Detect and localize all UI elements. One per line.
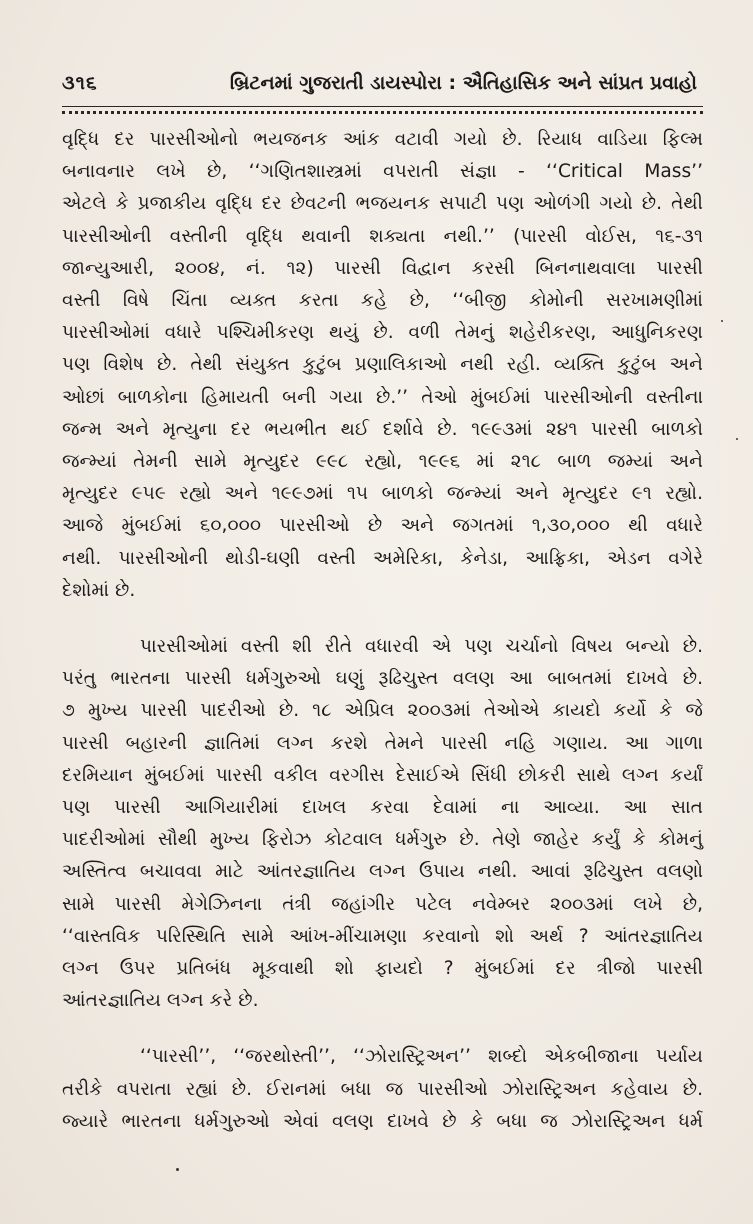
paragraph-2 <box>62 631 703 1017</box>
text-line: મૃત્યુદર ૯૫૯ રહ્યો અને ૧૯૯૭માં ૧૫ બાળકો જન્મ્યાં અને મૃત્યુદર ૯૧ રહ્યો. <box>62 483 703 505</box>
text-line: પરંતુ ભારતના પારસી ધર્મગુરુઓ ઘણું રૂઢિચુસ્ત વલણ આ બાબતમાં દાખવે છે. <box>62 668 703 690</box>
text-line: દરમિયાન મુંબઈમાં પારસી વકીલ વરગીસ દેસાઈએ સિંધી છોકરી સાથે લગ્ન કર્યાં <box>62 764 703 786</box>
page-header <box>62 70 703 96</box>
page-number: ૩૧૬ <box>62 72 98 94</box>
running-title: બ્રિટનમાં ગુજરાતી ડાયસ્પોરા : ઐતિહાસિક અને સાંપ્રત પ્રવાહો <box>229 72 697 94</box>
text-line: જન્મ અને મૃત્યુના દર ભયભીત થઈ દર્શાવે છે. ૧૯૯૩માં ૨૪૧ પારસી બાળકો <box>62 418 703 440</box>
text-line: પારસી બહારની જ્ઞાતિમાં લગ્ન કરશે તેમને પારસી નહિ ગણાય. આ ગાળા <box>62 732 703 754</box>
text-line: જન્મ્યાં તેમની સામે મૃત્યુદર ૯૯૮ રહ્યો, ૧૯૯૬ માં ૨૧૮ બાળ જમ્યાં અને <box>62 451 703 473</box>
text-line: બનાવનાર લખે છે, ‘‘ગણિતશાસ્ત્રમાં વપરાતી સંજ્ઞા - ‘‘Critical Mass’’ <box>62 161 703 183</box>
text-line: લગ્ન ઉપર પ્રતિબંધ મૂકવાથી શો ફાયદો ? મુંબઈમાં દર ત્રીજો પારસી <box>62 958 703 980</box>
text-line: પારસીઓમાં વસ્તી શી રીતે વધારવી એ પણ ચર્ચાનો વિષય બન્યો છે. <box>140 636 703 658</box>
print-speck <box>736 438 738 440</box>
text-line: જાન્યુઆરી, ૨૦૦૪, નં. ૧૨) પારસી વિદ્વાન કરસી બિનનાથવાલા પારસી <box>62 257 703 279</box>
text-line: ૭ મુખ્ય પારસી પાદરીઓ છે. ૧૮ એપ્રિલ ૨૦૦૩માં તેઓએ કાયદો કર્યો કે જે <box>62 700 703 722</box>
body-text <box>62 124 703 1138</box>
text-line: આંતરજ્ઞાતિય લગ્ન કરે છે. <box>62 990 259 1012</box>
print-speck <box>176 1168 179 1171</box>
paragraph-1 <box>62 124 703 607</box>
text-line: વૃદ્ધિ દર પારસીઓનો ભયજનક આંક વટાવી ગયો છે. રિયાધ વાડિયા ફિલ્મ <box>62 129 703 150</box>
print-speck <box>721 320 723 322</box>
text-line: પણ પારસી આગિયારીમાં દાખલ કરવા દેવામાં ના આવ્યા. આ સાત <box>62 797 703 819</box>
text-line: ‘‘પારસી’’, ‘‘જરથોસ્તી’’, ‘‘ઝોરાસ્ટ્રિઅન’’ શબ્દો એકબીજાના પર્યાય <box>140 1046 703 1068</box>
text-line: ઓછાં બાળકોના હિમાયતી બની ગયા છે.’’ તેઓ મુંબઈમાં પારસીઓની વસ્તીના <box>62 386 703 408</box>
text-line: જ્યારે ભારતના ધર્મગુરુઓ એવાં વલણ દાખવે છે કે બધા જ ઝોરાસ્ટ્રિઅન ધર્મ <box>62 1110 703 1132</box>
header-divider <box>62 106 703 114</box>
text-line: અસ્તિત્વ બચાવવા માટે આંતરજ્ઞાતિય લગ્ન ઉપાય નથી. આવાં રૂઢિચુસ્ત વલણો <box>62 861 703 883</box>
text-line: વસ્તી વિષે ચિંતા વ્યક્ત કરતા કહે છે, ‘‘બીજી કોમોની સરખામણીમાં <box>62 290 703 312</box>
text-line: દેશોમાં છે. <box>62 579 136 601</box>
text-line: પણ વિશેષ છે. તેથી સંયુક્ત કુટુંબ પ્રણાલિકાઓ નથી રહી. વ્યક્તિ કુટુંબ અને <box>62 354 703 376</box>
text-line: એટલે કે પ્રજાકીય વૃદ્ધિ દર છેવટની ભજયનક સપાટી પણ ઓળંગી ગયો છે. તેથી <box>62 193 703 215</box>
text-line: આજે મુંબઈમાં ૬૦,૦૦૦ પારસીઓ છે અને જગતમાં ૧,૩૦,૦૦૦ થી વધારે <box>62 515 703 537</box>
text-line: ‘‘વાસ્તવિક પરિસ્થિતિ સામે આંખ-મીંચામણા કરવાનો શો અર્થ ? આંતરજ્ઞાતિય <box>62 925 703 947</box>
text-line: નથી. પારસીઓની થોડી-ઘણી વસ્તી અમેરિકા, કેનેડા, આફ્રિકા, એડન વગેરે <box>62 547 703 569</box>
text-line: પારસીઓની વસ્તીની વૃદ્ધિ થવાની શક્યતા નથી.’’ (પારસી વોઈસ, ૧૬-૩૧ <box>62 225 703 247</box>
text-line: તરીકે વપરાતા રહ્યાં છે. ઈરાનમાં બધા જ પારસીઓ ઝોરાસ્ટ્રિઅન કહેવાય છે. <box>62 1078 703 1100</box>
text-line: પારસીઓમાં વધારે પશ્ચિમીકરણ થયું છે. વળી તેમનું શહેરીકરણ, આધુનિકરણ <box>62 322 703 344</box>
text-line: પાદરીઓમાં સૌથી મુખ્ય ફિરોઝ કોટવાલ ધર્મગુરુ છે. તેણે જાહેર કર્યું કે કોમનું <box>62 829 703 851</box>
paragraph-3 <box>62 1041 703 1138</box>
text-line: સામે પારસી મેગેઝિનના તંત્રી જહાંગીર પટેલ નવેમ્બર ૨૦૦૩માં લખે છે, <box>62 893 703 915</box>
